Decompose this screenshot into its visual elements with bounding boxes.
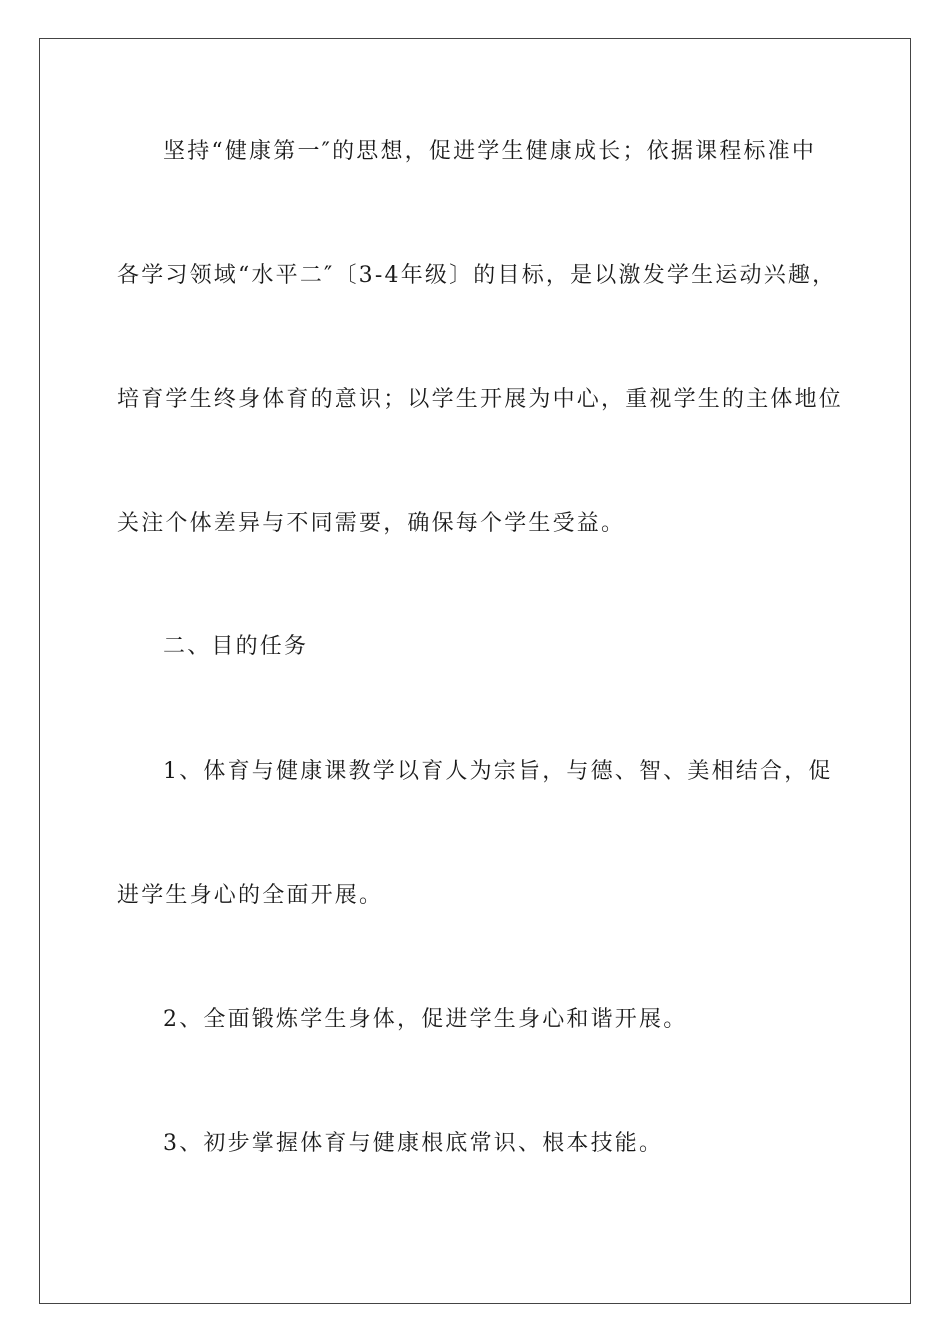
page-border [39,38,911,1304]
task-3: 3、初步掌握体育与健康根底常识、根本技能。 [163,1131,664,1156]
paragraph-1-line-3: 培育学生终身体育的意识；以学生开展为中心，重视学生的主体地位 [117,387,844,412]
section-heading: 二、目的任务 [163,634,309,659]
task-2: 2、全面锻炼学生身体，促进学生身心和谐开展。 [163,1007,688,1032]
task-1-line-2: 进学生身心的全面开展。 [117,883,384,908]
paragraph-1-line-1: 坚持“健康第一″的思想，促进学生健康成长；依据课程标准中 [163,139,817,164]
task-1-line-1: 1、体育与健康课教学以育人为宗旨，与德、智、美相结合，促 [163,759,833,784]
paragraph-1-line-4: 关注个体差异与不同需要，确保每个学生受益。 [117,511,626,536]
paragraph-1-line-2: 各学习领域“水平二″〔3-4年级〕的目标，是以激发学生运动兴趣， [117,263,837,288]
